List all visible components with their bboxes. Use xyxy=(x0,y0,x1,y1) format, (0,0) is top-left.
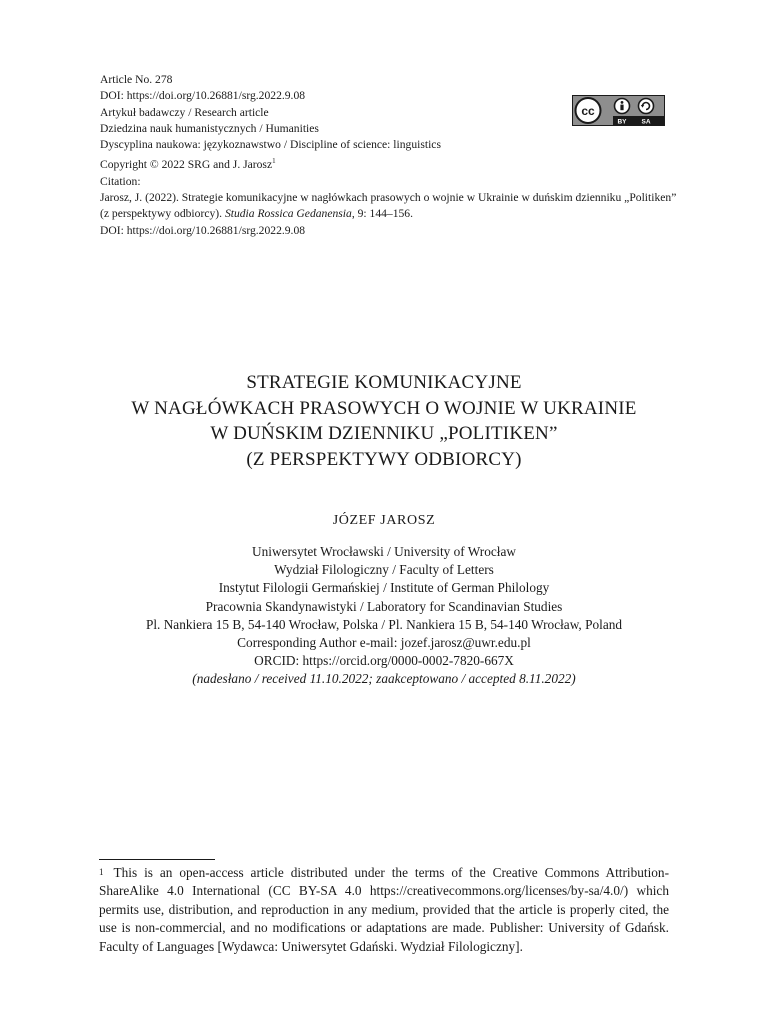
doi-link[interactable]: DOI: https://doi.org/10.26881/srg.2022.9.08 xyxy=(100,89,306,103)
author-email[interactable]: Corresponding Author e-mail: jozef.jarosz@uwr.edu.pl xyxy=(237,635,531,651)
copyright-text: Copyright © 2022 SRG and J. Jarosz xyxy=(100,158,273,172)
article-title xyxy=(0,370,768,472)
copyright-line xyxy=(100,153,680,173)
footnote-divider xyxy=(99,859,215,860)
affiliation-faculty: Wydział Filologiczny / Faculty of Letters xyxy=(274,562,494,578)
title-line: W NAGŁÓWKACH PRASOWYCH O WOJNIE W UKRAINIE xyxy=(131,397,637,419)
field-of-science: Dziedzina nauk humanistycznych / Humanities xyxy=(100,121,319,135)
article-type: Artykuł badawczy / Research article xyxy=(100,105,269,119)
sa-label: SA xyxy=(641,118,651,125)
submission-dates: (nadesłano / received 11.10.2022; zaakceptowano / accepted 8.11.2022) xyxy=(192,671,576,687)
share-alike-icon xyxy=(639,99,654,114)
author-name: JÓZEF JAROSZ xyxy=(332,513,436,528)
citation-text: Jarosz, J. (2022). Strategie komunikacyjne w nagłówkach prasowych o wojnie w Ukrainie w duńskim dzienniku „Politiken” (z perspektywy odbiorcy). xyxy=(100,190,677,221)
citation-journal: Studia Rossica Gedanensia xyxy=(224,207,352,221)
cc-by-sa-license-badge[interactable] xyxy=(572,95,665,126)
cc-by-sa-icon xyxy=(573,96,664,125)
doi-link-citation[interactable]: DOI: https://doi.org/10.26881/srg.2022.9.08 xyxy=(100,223,306,237)
citation-label: Citation: xyxy=(100,174,141,188)
title-line: W DUŃSKIM DZIENNIKU „POLITIKEN” xyxy=(210,423,558,444)
citation xyxy=(100,190,680,223)
affiliation-institute: Instytut Filologii Germańskiej / Institute of German Philology xyxy=(218,580,550,596)
affiliation-university: Uniwersytet Wrocławski / University of Wrocław xyxy=(252,544,516,559)
affiliation-address: Pl. Nankiera 15 B, 54-140 Wrocław, Polska / Pl. Nankiera 15 B, 54-140 Wrocław, Poland xyxy=(145,616,623,632)
citation-volume: , 9: 144–156. xyxy=(351,207,414,221)
title-line: STRATEGIE KOMUNIKACYJNE xyxy=(246,372,522,393)
article-number: Article No. 278 xyxy=(100,73,173,86)
footnote-marker: 1 xyxy=(99,867,104,877)
author-orcid[interactable]: ORCID: https://orcid.org/0000-0002-7820-667X xyxy=(254,653,514,669)
footnote-text: This is an open-access article distributed under the terms of the Creative Commons Attribution-ShareAlike 4.0 International (CC BY-SA 4.0 https://creativecommons.org/licenses/by-sa/4.0/) which permits use, distribution, and reproduction in any medium, provided that the article is properly cited, the use is non-commercial, and no modifications or adaptations are made. Publisher: University of Gdańsk. Faculty of Languages [Wydawca: Uniwersytet Gdański. Wydział Filologiczny]. xyxy=(99,865,669,954)
affiliation-laboratory: Pracownia Skandynawistyki / Laboratory for Scandinavian Studies xyxy=(205,598,563,614)
title-line: (Z PERSPEKTYWY ODBIORCY) xyxy=(246,448,522,470)
by-label: BY xyxy=(617,118,627,125)
author-affiliation xyxy=(0,543,768,689)
footnote xyxy=(99,864,669,956)
cc-mark: cc xyxy=(581,104,595,118)
footnote-ref[interactable]: 1 xyxy=(272,157,276,166)
discipline: Dyscyplina naukowa: językoznawstwo / Discipline of science: linguistics xyxy=(100,138,441,152)
